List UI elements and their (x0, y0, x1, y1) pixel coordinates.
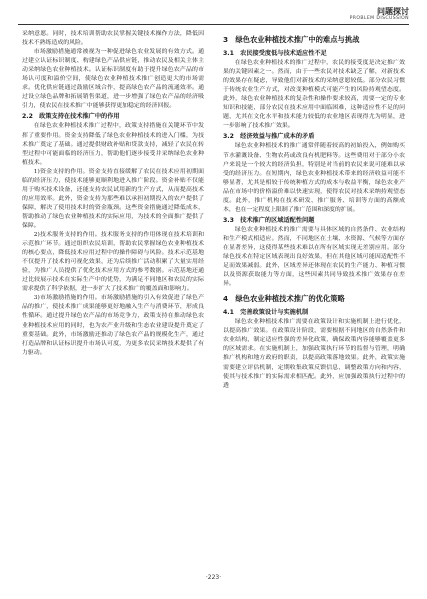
header-rule (18, 24, 409, 25)
subsection-heading-4-1: 4.1 完善政策设计与实施机制 (223, 309, 309, 317)
left-column (22, 30, 204, 560)
subsection-heading-2-2: 2.2 政策支持在技术推广中的作用 (22, 113, 120, 121)
paragraph: 2)技术服务支持的作用。技术服务支持的作用体现在技术培训和示范推广环节。通过组织农民培训，帮助农民掌握绿色农业种植技术的核心要点，降低技术应用过程中的操作障碍与风险。技术示范基地不仅提升了技术的可视化效果，还为后续推广活动积累了大量实用经验，为推广人员提供了优化技术应用方式的参考数据。示范基地还通过比较展示技术在实际生产中的优势，为满足不同地区和农民的实际需求提供了科学依据，进一步扩大了技术推广的覆盖面和影响力。 (22, 232, 204, 293)
subsection-heading-3-3: 3.3 技术推广的区域适配性问题 (223, 216, 315, 224)
paragraph: 3)市场激励措施的作用。市场激励措施的引入有效促进了绿色产品的推广，使技术推广成果能够更好地融入生产与消费环节，形成良性循环。通过提升绿色农产品的市场竞争力，政策支持在推动绿色农业种植技术应用的同时，也为农产业升级和生态农业建设提升奠定了重要基础。此外，市场激励还推动了绿色农产品的规模化生产，通过打造品牌和认证标识提升市场认可度，为更多农民采纳技术提供了有力驱动。 (22, 295, 204, 356)
paragraph: 绿色农业种植技术推广需要在政策设计和实施机制上进行优化，以提高推广效果。在政策设计阶段，需要根据不同地区的自然条件和农业结构，制定适应性强的差异化政策，确保政策内容能够覆盖更多的区域需求。在实施机制上，加强政策执行环节的监督与管理，明确推广机构和地方政府的职责，以提高政策落地效果。此外，政策实施需要建立评估机制，定期收集政策反馈信息，调整政策方向和内容，使其与技术推广的实际需求相匹配。此外，应加强政策执行过程中的透 (223, 319, 405, 389)
paragraph: 在绿色农业种植技术推广过程中，政策支持措施在关键环节中发挥了重要作用。资金支持降低了绿色农业种植技术的进入门槛，为技术推广奠定了基础。通过提供财政补贴和贷款支持，减轻了农民在转型过程中可能面临的经济压力，帮助他们逐步接受并采纳绿色农业种植技术。 (22, 123, 204, 166)
running-header (0, 0, 427, 30)
section-title-en: PROBLEM DISCUSSION (349, 16, 409, 21)
paragraph: 市场激励措施通常被视为一种促进绿色农业发展的有效方式。通过建立认证标识制度、构建绿色产品供应链，推动农民及相关主体主动采纳绿色农业种植技术。认证标识制度有助于提升绿色农产品的市场认可度和溢价空间，使绿色农业种植技术推广创造更大的市场需求。优化供应链通过鼓励区域合作，提高绿色农产品的流通效率。通过设立绿色品牌和拓展销售渠道，进一步增强了绿色农产品的经济吸引力，使农民在技术推广中能够获得更加稳定的经济回报。 (22, 49, 204, 110)
paragraph: 在绿色农业种植技术的推广过程中，农民的接受度是决定推广效果的关键因素之一。然而，由于一些农民对技术缺乏了解，对新技术的效果存在疑虑，导致他们对新技术的采纳意愿较低。部分农民习惯于传统农业生产方式，对改变种植模式可能产生的风险持观望态度。此外，绿色农业种植技术的复杂性和操作要求较高，需要一定的专业知识和技能，部分农民在技术应用中面临困难，这种适应性不足的问题，尤其在文化水平和技术能力较低的农业地区表现得尤为明显，进一步影响了技术推广效果。 (223, 60, 405, 130)
subsection-heading-3-1: 3.1 农民接受度低与技术适应性不足 (223, 50, 327, 57)
paragraph: 1)资金支持的作用。资金支持直接缓解了农民在技术应用初期面临的经济压力，使技术能够更顺利地进入推广阶段。资金补贴不仅能用于购买技术设备，还能支持农民试用新的生产方式，从而提高技术的应用效率。此外，资金支持为那些难以承担初期投入的农户提供了保障，解决了使用技术时的资金瓶颈。这些资金措施通过降低成本，帮助推动了绿色农业种植技术的实际应用，为技术的全面推广提供了保障。 (22, 168, 204, 229)
section-heading-3: 3 绿色农业种植技术推广中的难点与挑战 (223, 35, 360, 44)
right-column (223, 30, 405, 560)
section-title-cn: 问题探讨 (377, 7, 409, 16)
paragraph: 采纳意愿。同时，技术培训帮助农民掌握关键技术操作方法，降低因技术不熟练造成的风险。 (22, 31, 204, 47)
paragraph: 绿色农业种植技术的推广需要与具体区域的自然条件、农业结构和生产模式相适应。然而，不同地区在土壤、水资源、气候等方面存在显著差异，这使得某些技术难以在所有区域实现无差别应用。部分绿色技术在特定区域表现出良好效果，但在其他区域可能因适配性不足而效果减弱。此外，区域差异还体现在农民的生产能力、种植习惯以及资源获取能力等方面，这些因素共同导致技术推广效果存在差异。 (223, 226, 405, 288)
page-number: ·223· (205, 574, 222, 581)
subsection-heading-3-2: 3.2 经济效益与推广成本的矛盾 (223, 133, 315, 141)
paragraph: 绿色农业种植技术的推广通常伴随着较高的初始投入，例如购买节水灌溉设备、生物农药或改良有机肥料等。这些费用对于部分小农户来说是一个较大的经济负担，特别是对当前的农民来说可能难以承受的经济压力。在短期内，绿色农业种植技术带来的经济收益可能不够显著，尤其是相较于传统种植方式的成本与收益平衡，绿色农业产品在市场中的价格溢价难以快速实现，使得农民对技术采纳持观望态度。此外，推广机构在技术研发、推广服务、培训等方面的高额成本，也在一定程度上限制了推广范围和深度的扩展。 (223, 143, 405, 213)
section-heading-4: 4 绿色农业种植技术推广的优化策略 (223, 294, 345, 304)
